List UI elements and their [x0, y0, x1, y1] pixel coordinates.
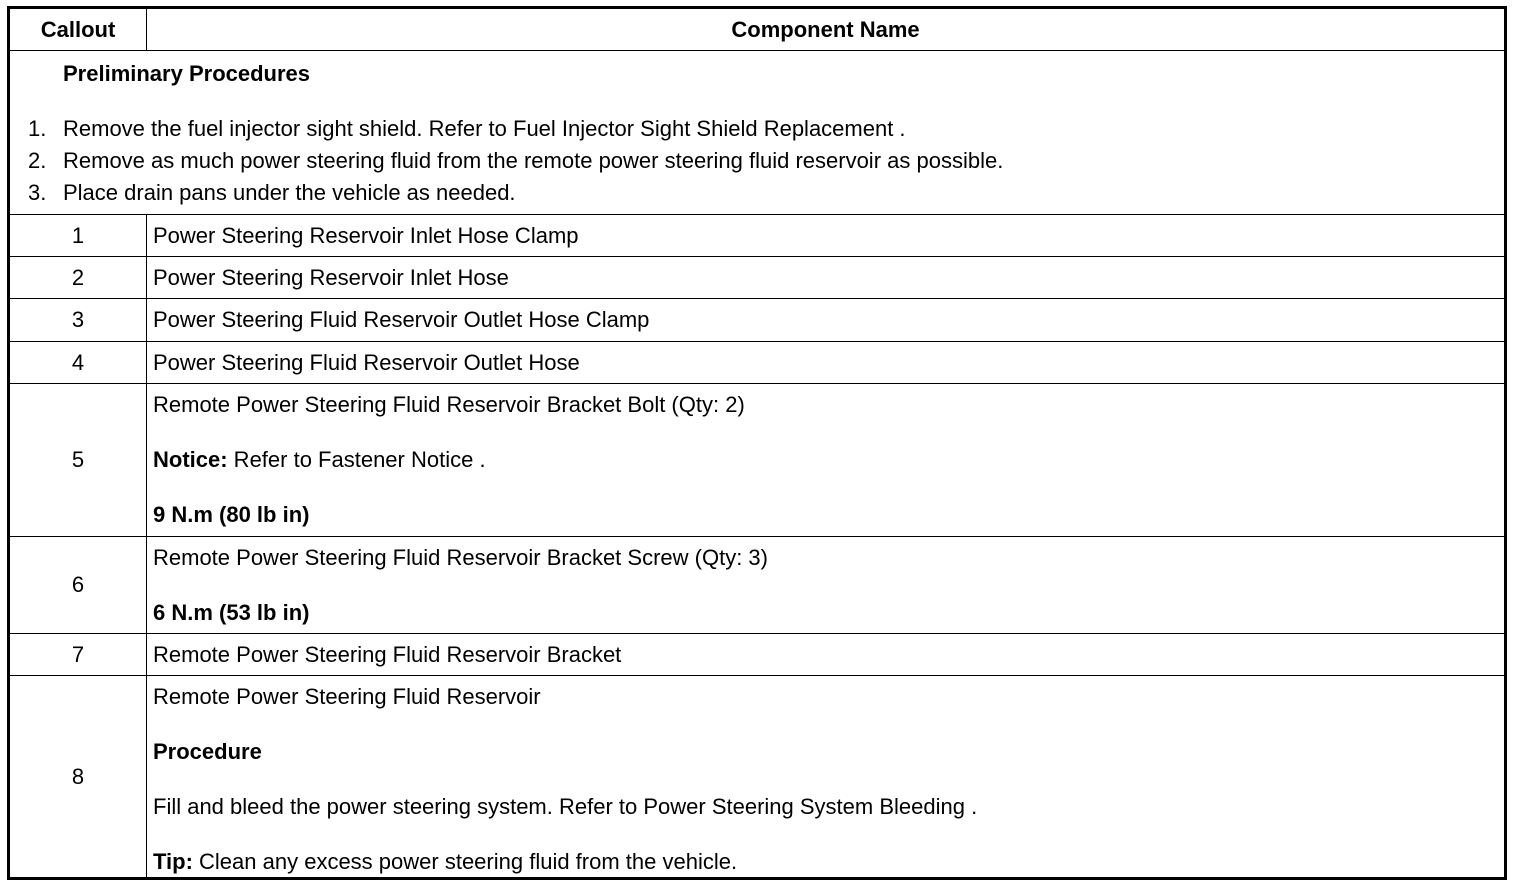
- step-number: 3.: [28, 180, 47, 205]
- column-divider: [146, 676, 147, 877]
- tip: [153, 849, 737, 875]
- table-row: [10, 384, 1504, 537]
- preliminary-title: Preliminary Procedures: [63, 61, 311, 86]
- table-header-row: [10, 9, 1504, 51]
- component-name: Power Steering Reservoir Inlet Hose: [153, 264, 509, 290]
- callout-number: 3: [71, 307, 85, 332]
- component-cell: [153, 676, 1496, 877]
- component-name: Remote Power Steering Fluid Reservoir Bracket: [153, 641, 622, 667]
- component-table: [7, 6, 1507, 880]
- step-text: Remove the fuel injector sight shield. Refer to Fuel Injector Sight Shield Replacement .: [63, 116, 906, 141]
- component-name: Remote Power Steering Fluid Reservoir: [153, 684, 541, 709]
- component-name: Remote Power Steering Fluid Reservoir Bracket Bolt (Qty: 2): [153, 392, 745, 417]
- table-row: [10, 257, 1504, 299]
- column-divider: [146, 384, 147, 536]
- table-row: [10, 537, 1504, 634]
- column-divider: [146, 537, 147, 633]
- step-number: 2.: [28, 148, 47, 173]
- header-component-name: Component Name: [731, 16, 920, 42]
- table-row: [10, 215, 1504, 257]
- tip-label: Tip:: [153, 849, 193, 874]
- callout-number: 8: [71, 763, 85, 789]
- callout-number: 4: [71, 349, 85, 375]
- preliminary-procedures-section: [10, 51, 1504, 215]
- component-name: Power Steering Fluid Reservoir Outlet Hose Clamp: [153, 307, 650, 332]
- callout-number: 1: [71, 222, 85, 248]
- torque-spec: 6 N.m (53 lb in): [153, 600, 310, 625]
- component-cell: [153, 384, 1496, 536]
- callout-number: 7: [71, 641, 85, 667]
- procedure-heading: Procedure: [153, 739, 262, 764]
- component-name: Power Steering Fluid Reservoir Outlet Hose: [153, 349, 580, 375]
- column-divider: [146, 215, 147, 256]
- tip-text: Clean any excess power steering fluid from the vehicle.: [192, 849, 738, 874]
- step-text: Remove as much power steering fluid from the remote power steering fluid reservoir as possible.: [63, 148, 1004, 173]
- column-divider: [146, 342, 147, 383]
- notice-label: Notice:: [153, 447, 228, 472]
- column-divider: [146, 257, 147, 298]
- callout-number: 2: [71, 264, 85, 290]
- table-row: [10, 299, 1504, 342]
- column-divider: [146, 634, 147, 675]
- step-text: Place drain pans under the vehicle as needed.: [63, 180, 516, 205]
- callout-number: 6: [71, 572, 85, 597]
- callout-number: 5: [71, 447, 85, 472]
- step-number: 1.: [28, 116, 47, 141]
- column-divider: [146, 299, 147, 341]
- header-callout: Callout: [40, 16, 116, 42]
- torque-spec: 9 N.m (80 lb in): [153, 502, 310, 527]
- procedure-text: Fill and bleed the power steering system. Refer to Power Steering System Bleeding .: [153, 794, 978, 819]
- table-row: [10, 634, 1504, 676]
- table-row: [10, 676, 1504, 877]
- table-row: [10, 342, 1504, 384]
- component-cell: [153, 537, 1496, 633]
- component-name: Power Steering Reservoir Inlet Hose Clamp: [153, 222, 579, 248]
- component-name: Remote Power Steering Fluid Reservoir Bracket Screw (Qty: 3): [153, 545, 768, 570]
- notice: [153, 447, 486, 473]
- notice-text: Refer to Fastener Notice .: [227, 447, 486, 472]
